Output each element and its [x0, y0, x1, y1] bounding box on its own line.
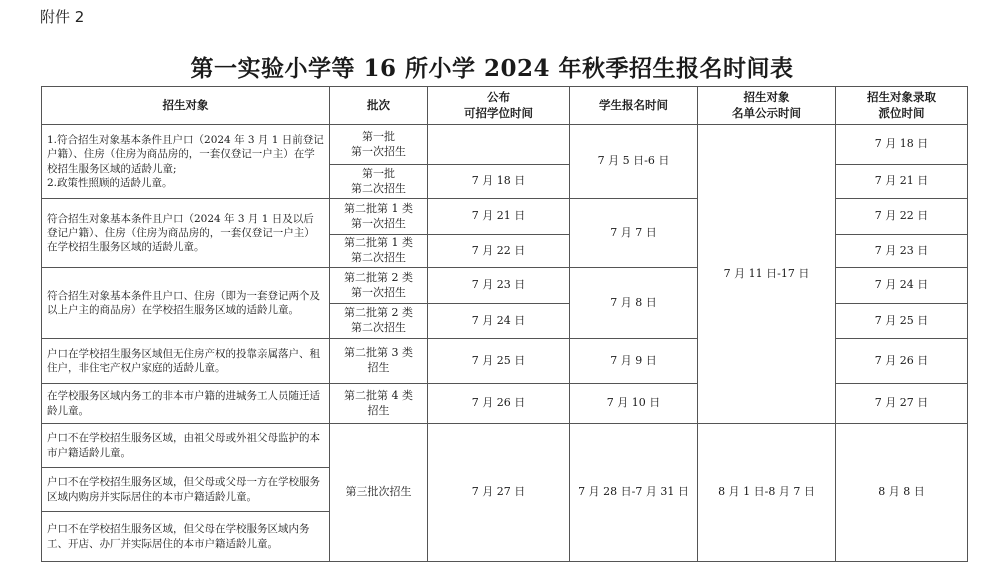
- target-group-6a: 户口不在学校招生服务区域，由祖父母或外祖父母监护的本市户籍适龄儿童。: [42, 424, 330, 468]
- batch-cell: 第一批 第一次招生: [330, 125, 428, 165]
- batch-cell: 第三批次招生: [330, 424, 428, 562]
- batch-cell: 第二批第 1 类 第二次招生: [330, 235, 428, 268]
- batch-cell: 第二批第 3 类 招生: [330, 339, 428, 384]
- attachment-label: 附件 2: [40, 8, 85, 26]
- publish-cell: 7 月 22 日: [428, 235, 570, 268]
- page-title: 第一实验小学等 16 所小学 2024 年秋季招生报名时间表: [190, 55, 794, 82]
- list-public-cell-3rd: 8 月 1 日-8 月 7 日: [698, 424, 836, 562]
- batch-cell: 第二批第 2 类 第二次招生: [330, 304, 428, 339]
- publish-cell: [428, 125, 570, 165]
- target-group-4: 户口在学校招生服务区域但无住房产权的投靠亲属落户、租住户，非住宅产权户家庭的适龄儿童。: [42, 339, 330, 384]
- target-group-2: 符合招生对象基本条件且户口（2024 年 3 月 1 日及以后登记户籍）、住房（住房为商品房的，一套仅登记一户主）在学校招生服务区域的适龄儿童。: [42, 199, 330, 268]
- header-list-public-time: 招生对象 名单公示时间: [698, 87, 836, 125]
- admit-cell: 8 月 8 日: [836, 424, 968, 562]
- list-public-cell: 7 月 11 日-17 日: [698, 125, 836, 424]
- header-row: [42, 87, 968, 125]
- header-batch: 批次: [330, 87, 428, 125]
- header-publish-time: 公布 可招学位时间: [428, 87, 570, 125]
- admit-cell: 7 月 24 日: [836, 268, 968, 304]
- batch-cell: 第二批第 1 类 第一次招生: [330, 199, 428, 235]
- header-register-time: 学生报名时间: [570, 87, 698, 125]
- publish-cell: 7 月 27 日: [428, 424, 570, 562]
- publish-cell: 7 月 24 日: [428, 304, 570, 339]
- admit-cell: 7 月 23 日: [836, 235, 968, 268]
- enrollment-schedule-table: [41, 86, 968, 562]
- target-group-5: 在学校服务区域内务工的非本市户籍的进城务工人员随迁适龄儿童。: [42, 384, 330, 424]
- publish-cell: 7 月 25 日: [428, 339, 570, 384]
- table-row: [42, 125, 968, 165]
- admit-cell: 7 月 22 日: [836, 199, 968, 235]
- publish-cell: 7 月 26 日: [428, 384, 570, 424]
- register-cell: 7 月 8 日: [570, 268, 698, 339]
- publish-cell: 7 月 23 日: [428, 268, 570, 304]
- batch-cell: 第一批 第二次招生: [330, 165, 428, 199]
- admit-cell: 7 月 25 日: [836, 304, 968, 339]
- admit-cell: 7 月 21 日: [836, 165, 968, 199]
- register-cell: 7 月 9 日: [570, 339, 698, 384]
- register-cell: 7 月 7 日: [570, 199, 698, 268]
- admit-cell: 7 月 26 日: [836, 339, 968, 384]
- admit-cell: 7 月 27 日: [836, 384, 968, 424]
- target-group-3: 符合招生对象基本条件且户口、住房（即为一套登记两个及以上户主的商品房）在学校招生服务区域的适龄儿童。: [42, 268, 330, 339]
- target-group-6c: 户口不在学校招生服务区域，但父母在学校服务区域内务工、开店、办厂并实际居住的本市户籍适龄儿童。: [42, 512, 330, 562]
- header-admit-time: 招生对象录取 派位时间: [836, 87, 968, 125]
- register-cell: 7 月 5 日-6 日: [570, 125, 698, 199]
- table-row: [42, 424, 968, 468]
- admit-cell: 7 月 18 日: [836, 125, 968, 165]
- register-cell: 7 月 10 日: [570, 384, 698, 424]
- target-group-6b: 户口不在学校招生服务区域，但父母或父母一方在学校服务区域内购房并实际居住的本市户籍适龄儿童。: [42, 468, 330, 512]
- batch-cell: 第二批第 4 类 招生: [330, 384, 428, 424]
- header-target: 招生对象: [42, 87, 330, 125]
- publish-cell: 7 月 18 日: [428, 165, 570, 199]
- register-cell: 7 月 28 日-7 月 31 日: [570, 424, 698, 562]
- batch-cell: 第二批第 2 类 第一次招生: [330, 268, 428, 304]
- target-group-1: 1.符合招生对象基本条件且户口（2024 年 3 月 1 日前登记户籍）、住房（住房为商品房的，一套仅登记一户主）在学校招生服务区域的适龄儿童; 2.政策性照顾的适龄儿童。: [42, 125, 330, 199]
- publish-cell: 7 月 21 日: [428, 199, 570, 235]
